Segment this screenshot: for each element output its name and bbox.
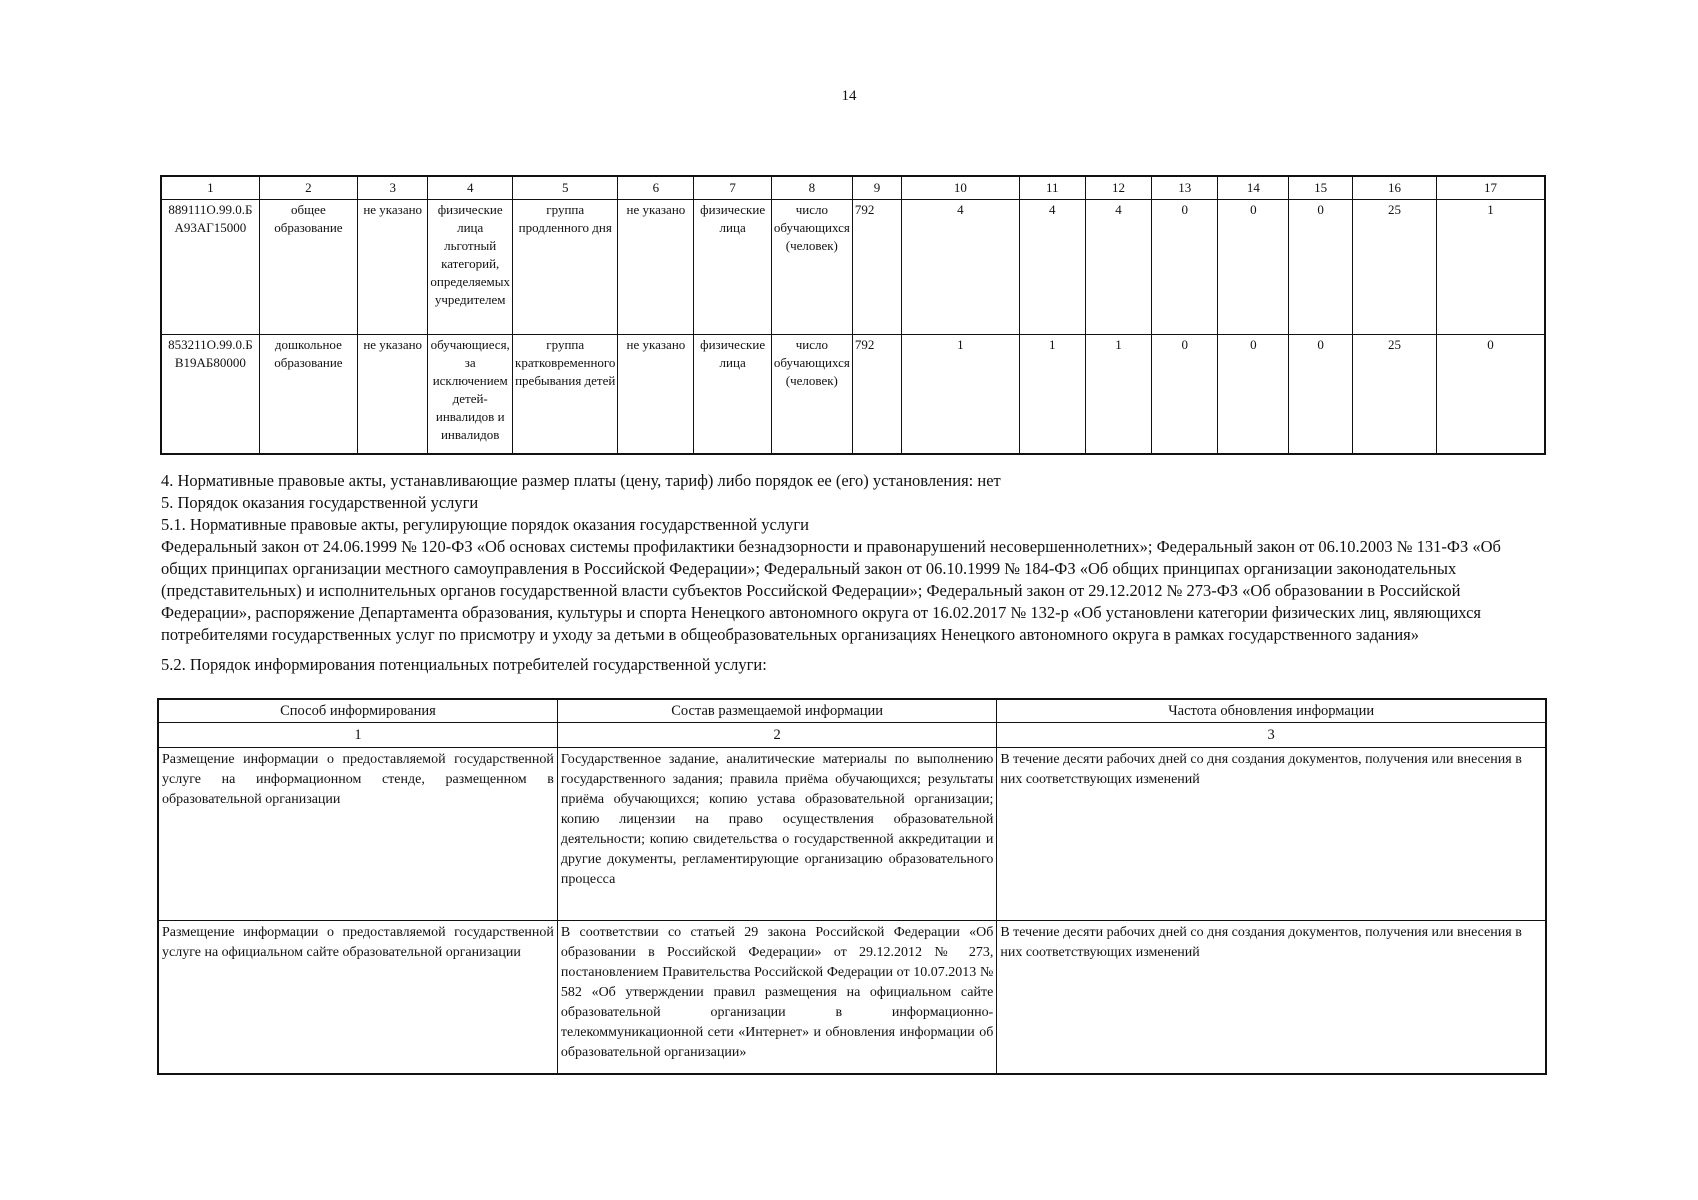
table-cell: 792 xyxy=(852,200,901,335)
indicators-table xyxy=(160,175,1546,455)
table-cell: не указано xyxy=(618,335,694,455)
column-header: 1 xyxy=(161,176,259,200)
table-cell: 1 xyxy=(1437,200,1545,335)
info-table xyxy=(157,698,1547,1075)
info-content-cell: В соответствии со статьей 29 закона Российской Федерации «Об образовании в Российской Федерации» от 29.12.2012 № 273, постановлением Правительства Российской Федерации от 10.07.2013 № 582 «Об утверждении правил размещения на официальном сайте образовательной организации в информационно-телекоммуникационной сети «Интернет» и обновления информации об образовательной организации» xyxy=(557,921,996,1075)
table-cell: общее образование xyxy=(259,200,357,335)
column-header: 14 xyxy=(1218,176,1289,200)
column-header: 6 xyxy=(618,176,694,200)
column-header: 2 xyxy=(259,176,357,200)
section-4-heading: 4. Нормативные правовые акты, устанавливающие размер платы (цену, тариф) либо порядок ее (его) установления: нет xyxy=(161,471,1001,490)
info-frequency-cell: В течение десяти рабочих дней со дня создания документов, получения или внесения в них соответствующих изменений xyxy=(997,748,1546,921)
table-cell: дошкольное образование xyxy=(259,335,357,455)
column-number: 1 xyxy=(158,723,557,748)
table-header-row xyxy=(161,176,1545,200)
column-number: 3 xyxy=(997,723,1546,748)
column-header: 12 xyxy=(1085,176,1151,200)
info-method-cell: Размещение информации о предоставляемой государственной услуге на официальном сайте образовательной организации xyxy=(158,921,557,1075)
table-cell: 0 xyxy=(1218,335,1289,455)
laws-paragraph: Федеральный закон от 24.06.1999 № 120-ФЗ «Об основах системы профилактики безнадзорности и правонарушений несовершеннолетних»; Федеральный закон от 06.10.2003 № 131-ФЗ «Об общих принципах организации местного самоуправления в Российской Федерации»; Федеральный закон от 06.10.1999 № 184-ФЗ «Об общих принципах организации законодательных (представительных) и исполнительных органов государственной власти субъектов Российской Федерации»; Федеральный закон от 29.12.2012 № 273-ФЗ «Об образовании в Российской Федерации», распоряжение Департамента образования, культуры и спорта Ненецкого автономного округа от 16.02.2017 № 132-р «Об установлени категории физических лиц, являющихся потребителями государственных услуг по присмотру и уходу за детьми в общеобразовательных организациях Ненецкого автономного округа в рамках государственного задания» xyxy=(161,537,1501,644)
table-row xyxy=(161,200,1545,335)
section-5-1-heading: 5.1. Нормативные правовые акты, регулирующие порядок оказания государственной услуги xyxy=(161,515,809,534)
table-cell: 25 xyxy=(1352,335,1436,455)
column-header: 7 xyxy=(694,176,771,200)
column-number: 2 xyxy=(557,723,996,748)
column-header: 3 xyxy=(358,176,428,200)
table-cell: не указано xyxy=(358,335,428,455)
table-cell: 0 xyxy=(1437,335,1545,455)
column-number-row xyxy=(158,723,1546,748)
table-cell: группа кратковременного пребывания детей xyxy=(513,335,618,455)
table-cell: 0 xyxy=(1218,200,1289,335)
info-method-cell: Размещение информации о предоставляемой государственной услуге на информационном стенде, размещенном в образовательной организации xyxy=(158,748,557,921)
table-row xyxy=(158,748,1546,921)
table-cell: 1 xyxy=(1019,335,1085,455)
info-content-cell: Государственное задание, аналитические материалы по выполнению государственного задания; правила приёма обучающихся; результаты приёма обучающихся; копию устава образовательной организации; копию лицензии на право осуществления образовательной деятельности; копию свидетельства о государственной аккредитации и другие документы, регламентирующие организацию образовательного процесса xyxy=(557,748,996,921)
table-cell: 4 xyxy=(902,200,1020,335)
table-cell: 25 xyxy=(1352,200,1436,335)
table-cell: 4 xyxy=(1085,200,1151,335)
section-5-heading: 5. Порядок оказания государственной услуги xyxy=(161,493,479,512)
info-frequency-cell: В течение десяти рабочих дней со дня создания документов, получения или внесения в них соответствующих изменений xyxy=(997,921,1546,1075)
column-header: 4 xyxy=(428,176,513,200)
table-cell: 792 xyxy=(852,335,901,455)
column-header: 15 xyxy=(1289,176,1352,200)
table-header-row xyxy=(158,699,1546,723)
column-header: 17 xyxy=(1437,176,1545,200)
table-cell: число обучающихся (человек) xyxy=(771,335,852,455)
page-number: 14 xyxy=(841,88,857,104)
table-row xyxy=(158,921,1546,1075)
table-row xyxy=(161,335,1545,455)
table-cell: группа продленного дня xyxy=(513,200,618,335)
column-header: Частота обновления информации xyxy=(997,699,1546,723)
table-cell: 1 xyxy=(902,335,1020,455)
column-header: 16 xyxy=(1352,176,1436,200)
table-cell: не указано xyxy=(618,200,694,335)
table-cell: 853211О.99.0.БВ19АБ80000 xyxy=(161,335,259,455)
column-header: 13 xyxy=(1152,176,1218,200)
table-cell: 0 xyxy=(1152,335,1218,455)
table-cell: 0 xyxy=(1152,200,1218,335)
table-cell: 0 xyxy=(1289,335,1352,455)
table-cell: физические лица xyxy=(694,335,771,455)
column-header: 10 xyxy=(902,176,1020,200)
table-cell: 889111О.99.0.БА93АГ15000 xyxy=(161,200,259,335)
table-cell: число обучающихся (человек) xyxy=(771,200,852,335)
column-header: 5 xyxy=(513,176,618,200)
column-header: Состав размещаемой информации xyxy=(557,699,996,723)
body-text xyxy=(161,470,1551,676)
table-cell: не указано xyxy=(358,200,428,335)
column-header: 8 xyxy=(771,176,852,200)
table-cell: 4 xyxy=(1019,200,1085,335)
table-cell: 1 xyxy=(1085,335,1151,455)
column-header: 9 xyxy=(852,176,901,200)
column-header: 11 xyxy=(1019,176,1085,200)
table-cell: 0 xyxy=(1289,200,1352,335)
column-header: Способ информирования xyxy=(158,699,557,723)
table-cell: обучающиеся, за исключением детей-инвалидов и инвалидов xyxy=(428,335,513,455)
table-cell: физические лица льготный категорий, определяемых учредителем xyxy=(428,200,513,335)
table-cell: физические лица xyxy=(694,200,771,335)
section-5-2-heading: 5.2. Порядок информирования потенциальных потребителей государственной услуги: xyxy=(161,655,767,674)
